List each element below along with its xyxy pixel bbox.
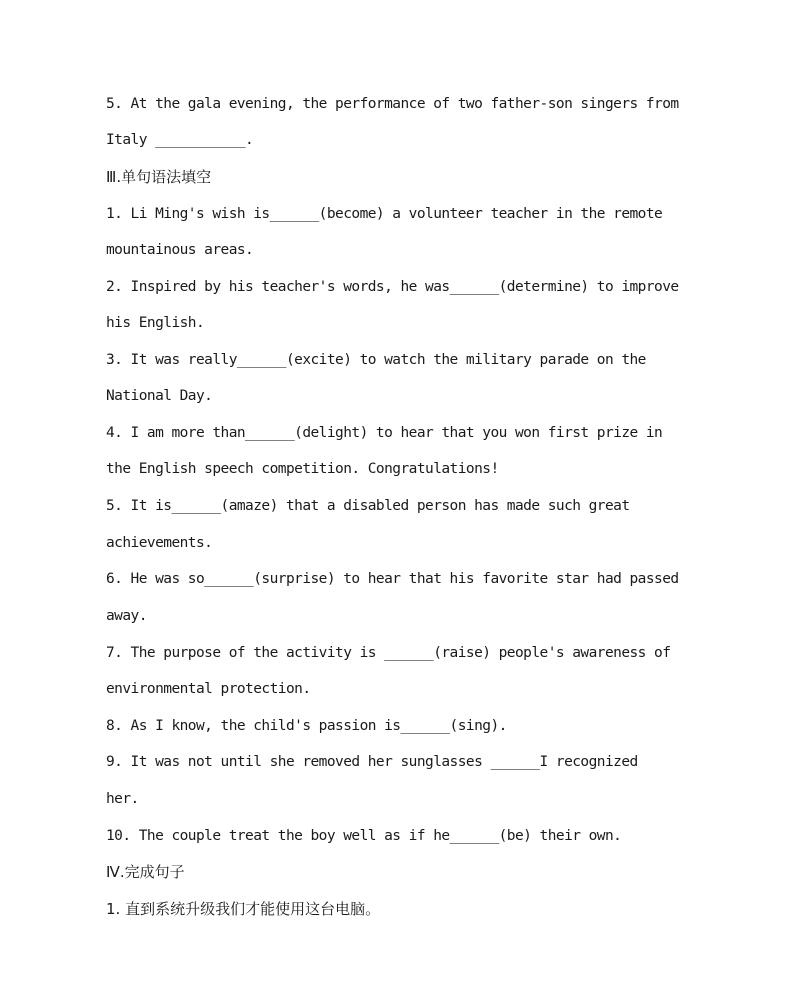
line-q2-part1: 2. Inspired by his teacher's words, he was______(determine) to improve	[106, 279, 679, 295]
line-q7-part2: environmental protection.	[106, 681, 311, 697]
line-q10: 10. The couple treat the boy well as if he______(be) their own.	[106, 828, 622, 844]
line-q1-part1: 1. Li Ming's wish is______(become) a volunteer teacher in the remote	[106, 206, 663, 222]
line-q9-part1: 9. It was not until she removed her sunglasses ______I recognized	[106, 754, 638, 770]
line-q4-part1: 4. I am more than______(delight) to hear that you won first prize in	[106, 425, 663, 441]
line-q5-part1: 5. It is______(amaze) that a disabled person has made such great	[106, 498, 630, 514]
line-q6-part1: 6. He was so______(surprise) to hear that his favorite star had passed	[106, 571, 679, 587]
line-q3-part2: National Day.	[106, 388, 213, 404]
line-p2-q5-part1: 5. At the gala evening, the performance of two father-son singers from	[106, 96, 679, 112]
line-q4-part2: the English speech competition. Congratulations!	[106, 461, 499, 477]
section-heading-complete-sentences: Ⅳ.完成句子	[106, 863, 185, 881]
line-q1-part2: mountainous areas.	[106, 242, 254, 258]
line-q3-part1: 3. It was really______(excite) to watch the military parade on the	[106, 352, 646, 368]
line-q7-part1: 7. The purpose of the activity is ______(raise) people's awareness of	[106, 645, 671, 661]
line-q9-part2: her.	[106, 791, 139, 807]
line-q2-part2: his English.	[106, 315, 205, 331]
line-q5-part2: achievements.	[106, 535, 213, 551]
line-translate-q1: 1. 直到系统升级我们才能使用这台电脑。	[106, 900, 381, 918]
line-q8: 8. As I know, the child's passion is______(sing).	[106, 718, 507, 734]
line-q6-part2: away.	[106, 608, 147, 624]
section-heading-grammar-fill: Ⅲ.单句语法填空	[106, 168, 212, 186]
line-p2-q5-part2: Italy ___________.	[106, 132, 254, 148]
